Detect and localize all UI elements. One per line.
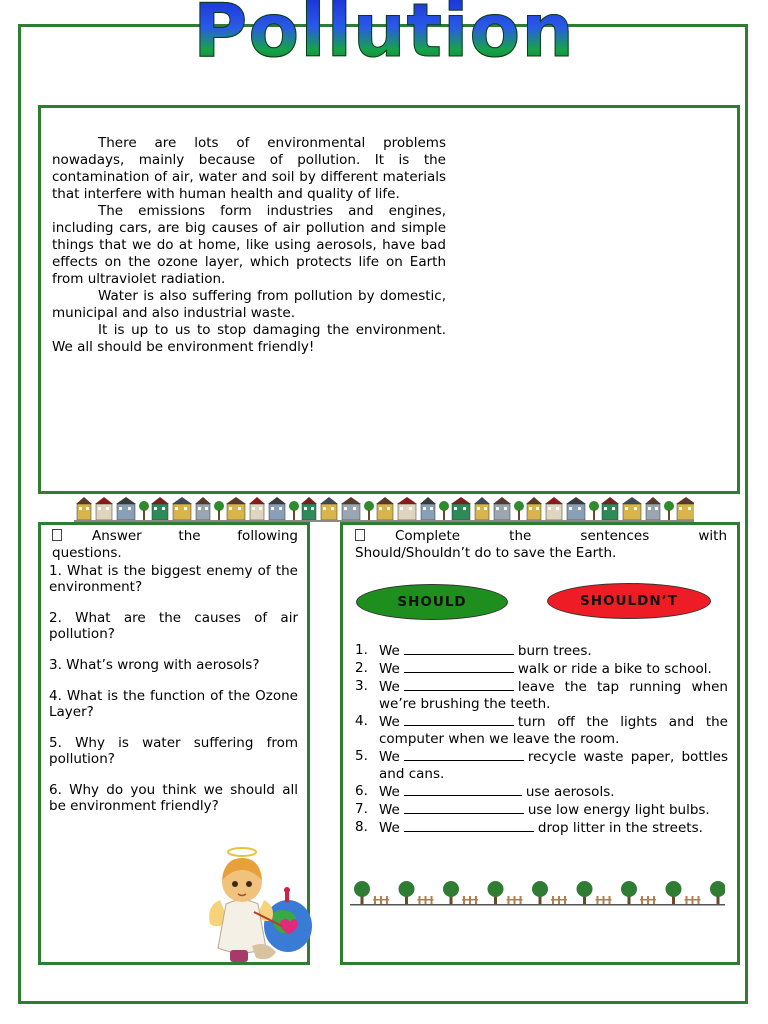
passage-paragraph: There are lots of environmental problems nowadays, mainly because of pollution. It is the contamination of air, water and soil by different materials that interfere with human health and quality of life. xyxy=(52,135,446,202)
answer-blank[interactable] xyxy=(404,678,514,691)
passage-paragraph: Water is also suffering from pollution by domestic, municipal and also industrial waste. xyxy=(52,288,446,321)
sentence-item: 8. We drop litter in the streets. xyxy=(355,819,703,836)
question-item: 3. What’s wrong with aerosols? xyxy=(49,657,260,673)
answer-blank[interactable] xyxy=(404,660,514,673)
answer-blank[interactable] xyxy=(404,748,524,761)
reading-passage xyxy=(52,135,446,356)
sentence-item: 6. We use aerosols. xyxy=(355,783,615,800)
answer-blank[interactable] xyxy=(404,642,514,655)
angel-with-globe-icon xyxy=(200,842,318,970)
sentence-item: 3. We leave the tap running when we’re brushing the teeth. xyxy=(355,678,728,712)
checkbox-bullet-icon xyxy=(355,529,365,541)
sentence-item: 2. We walk or ride a bike to school. xyxy=(355,660,712,677)
sentences-instruction-cont: Should/Shouldn’t do to save the Earth. xyxy=(355,545,617,561)
question-item: 1. What is the biggest enemy of the environment? xyxy=(49,563,298,595)
sentence-item: 4. We turn off the lights and the computer when we leave the room. xyxy=(355,713,728,747)
passage-paragraph: It is up to us to stop damaging the environment. We all should be environment friendly! xyxy=(52,322,446,355)
answer-blank[interactable] xyxy=(404,713,514,726)
houses-border-icon xyxy=(74,494,694,524)
question-item: 4. What is the function of the Ozone Layer? xyxy=(49,688,298,720)
answer-blank[interactable] xyxy=(404,819,534,832)
sentence-item: 1. We burn trees. xyxy=(355,642,592,659)
should-oval: SHOULD xyxy=(356,584,508,620)
sentences-list xyxy=(355,642,728,837)
question-item: 2. What are the causes of air pollution? xyxy=(49,610,298,642)
question-item: 5. Why is water suffering from pollution? xyxy=(49,735,298,767)
passage-paragraph: The emissions form industries and engines, including cars, are big causes of air pollution and simple things that we do at home, like using aerosols, have bad effects on the ozone layer, which protects life on Earth from ultraviolet radiation. xyxy=(52,203,446,287)
page-title: Pollution xyxy=(0,0,768,68)
questions-list xyxy=(49,563,298,829)
checkbox-bullet-icon xyxy=(52,529,62,541)
answer-blank[interactable] xyxy=(404,783,522,796)
shouldnt-oval: SHOULDN’T xyxy=(547,583,711,619)
question-item: 6. Why do you think we should all be environment friendly? xyxy=(49,782,298,814)
sentence-item: 7. We use low energy light bulbs. xyxy=(355,801,710,818)
answer-blank[interactable] xyxy=(404,801,524,814)
questions-instruction-cont: questions. xyxy=(52,545,122,561)
trees-fence-border-icon xyxy=(350,880,725,908)
sentences-instruction: Complete the sentences with Should/Shouldn’t do to save the Earth. xyxy=(355,528,727,561)
questions-instruction: Answer the following xyxy=(52,528,298,545)
sentence-item: 5. We recycle waste paper, bottles and cans. xyxy=(355,748,728,782)
